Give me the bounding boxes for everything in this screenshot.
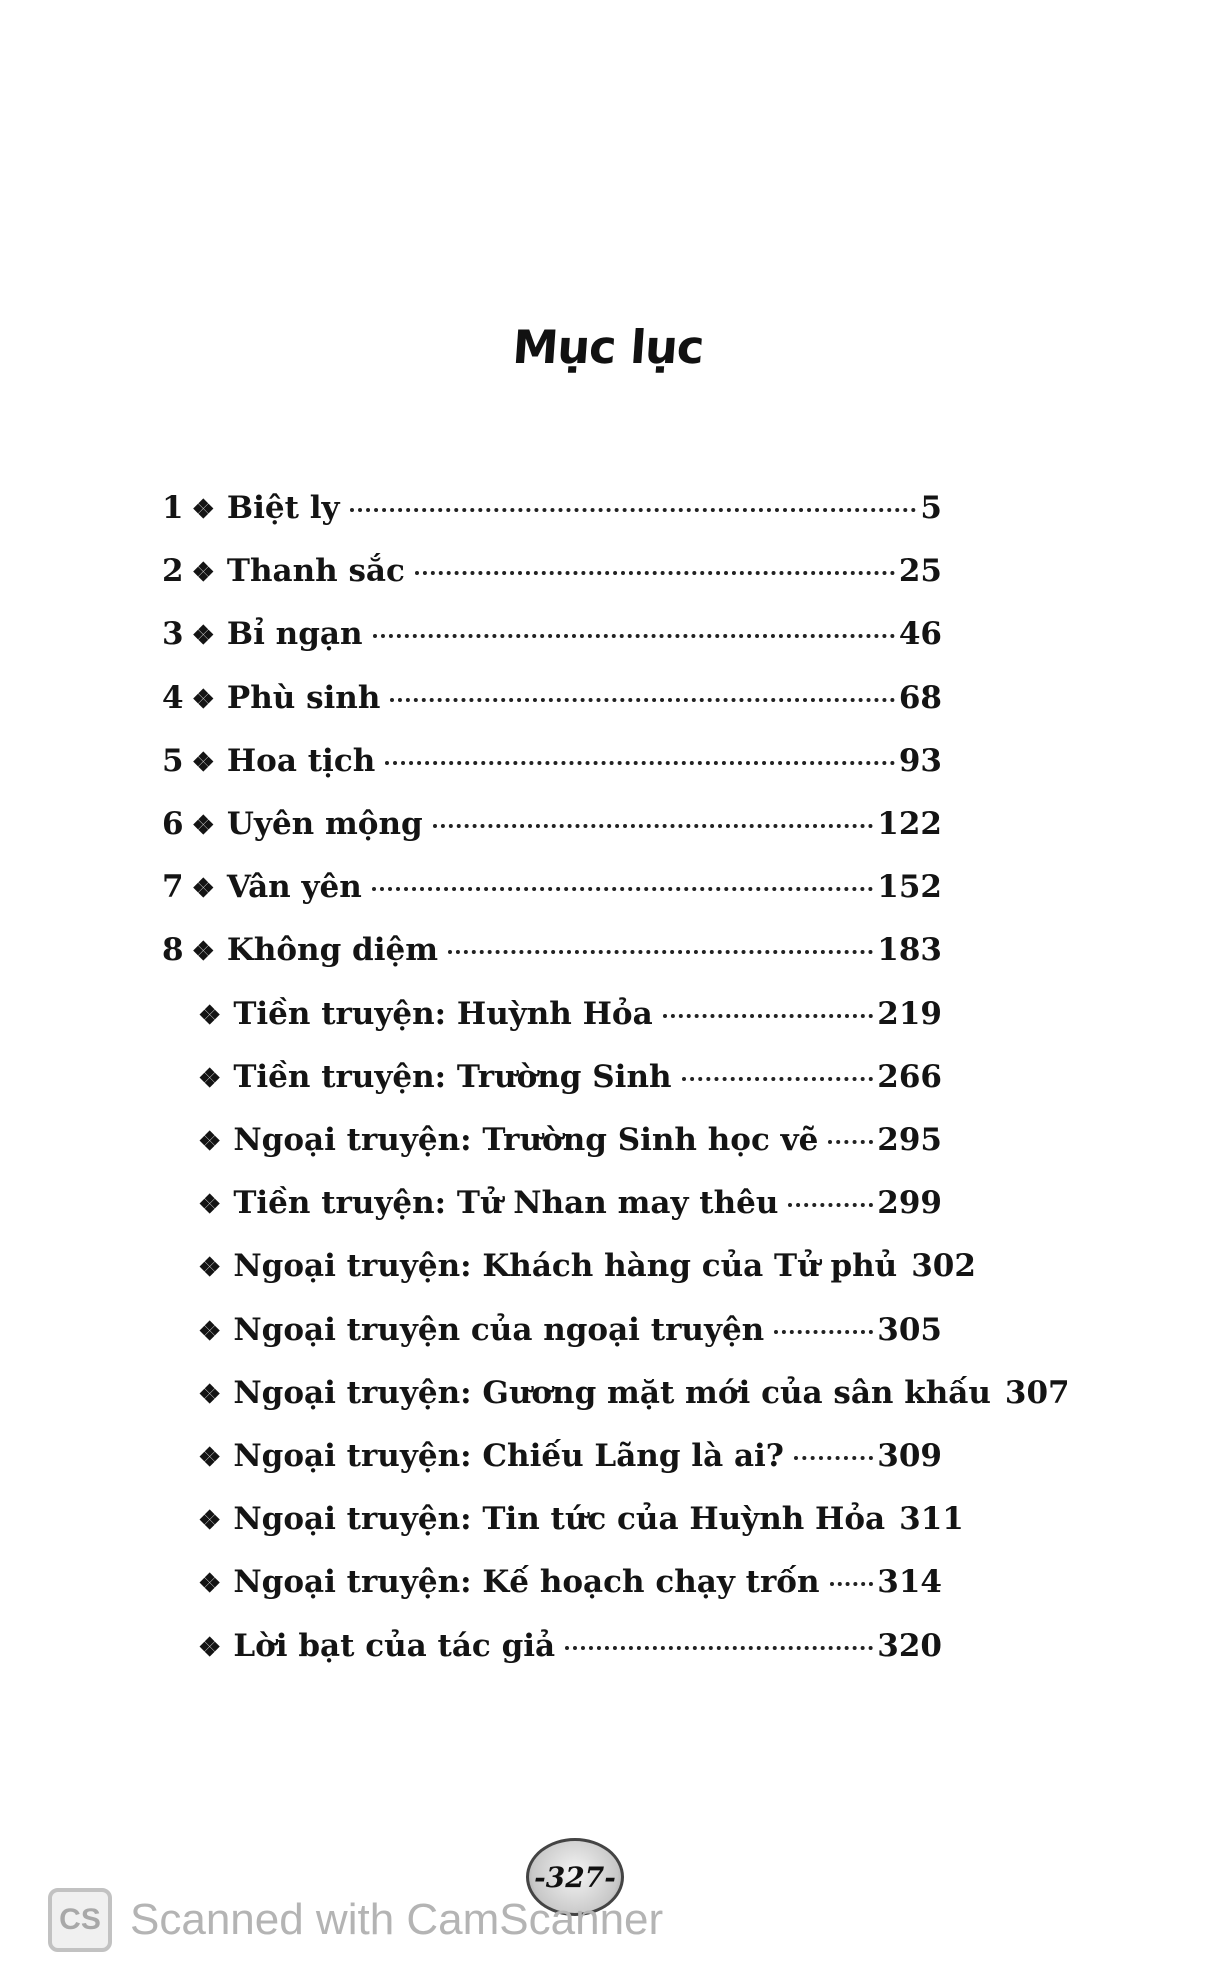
diamond-bullet-icon: ❖: [191, 937, 215, 967]
toc-entry-title: Lời bạt của tác giả: [233, 1628, 556, 1664]
toc-entry-title: Bỉ ngạn: [226, 616, 363, 652]
toc-page-number: 305: [877, 1312, 942, 1348]
page-title: Mục lục: [510, 320, 706, 374]
toc-page-number: 93: [898, 743, 942, 779]
toc-entry-title: Biệt ly: [226, 490, 340, 526]
toc-entry: [162, 741, 942, 783]
toc-entry-title: Tiền truyện: Trường Sinh: [233, 1059, 672, 1095]
diamond-bullet-icon: ❖: [198, 1633, 222, 1663]
toc-page-number: 183: [877, 932, 942, 968]
diamond-bullet-icon: ❖: [191, 748, 215, 778]
dot-leader: [830, 1582, 874, 1586]
toc-page-number: 122: [877, 806, 942, 842]
toc-page-number: 307: [1004, 1375, 1070, 1411]
toc-page-number: 314: [877, 1564, 942, 1600]
diamond-bullet-icon: ❖: [191, 685, 215, 715]
toc-entry: [162, 867, 942, 909]
diamond-bullet-icon: ❖: [191, 811, 215, 841]
diamond-bullet-icon: ❖: [191, 621, 215, 651]
dot-leader: [788, 1203, 873, 1207]
toc-entry-title: Tiền truyện: Huỳnh Hỏa: [233, 996, 653, 1032]
chapter-number: 5: [162, 743, 184, 779]
toc-page-number: 5: [920, 490, 942, 526]
toc-entry: [198, 1310, 942, 1352]
diamond-bullet-icon: ❖: [198, 1127, 222, 1157]
toc-entry: [198, 1373, 1070, 1415]
page-number-badge: -327-: [526, 1838, 624, 1916]
toc-entry: [198, 994, 942, 1036]
toc-entry-title: Ngoại truyện của ngoại truyện: [233, 1312, 765, 1348]
toc-entry-title: Tiền truyện: Tử Nhan may thêu: [233, 1185, 779, 1221]
toc-page-number: 299: [877, 1185, 942, 1221]
toc-entry-title: Ngoại truyện: Gương mặt mới của sân khấu: [233, 1375, 991, 1411]
dot-leader: [565, 1646, 873, 1650]
dot-leader: [350, 508, 917, 512]
dot-leader: [415, 571, 895, 575]
toc-entry: [198, 1436, 942, 1478]
toc-page-number: 311: [899, 1501, 964, 1537]
toc-entry-title: Thanh sắc: [226, 553, 405, 589]
dot-leader: [682, 1077, 874, 1081]
diamond-bullet-icon: ❖: [198, 1317, 222, 1347]
toc-entry-title: Ngoại truyện: Chiếu Lãng là ai?: [233, 1438, 784, 1474]
toc-entry: [198, 1183, 942, 1225]
diamond-bullet-icon: ❖: [198, 1569, 222, 1599]
toc-entry-title: Phù sinh: [226, 680, 381, 716]
toc-entry: [198, 1626, 942, 1668]
toc-page-number: 25: [898, 553, 942, 589]
diamond-bullet-icon: ❖: [198, 1253, 222, 1283]
diamond-bullet-icon: ❖: [191, 874, 215, 904]
diamond-bullet-icon: ❖: [191, 558, 215, 588]
dot-leader: [663, 1014, 874, 1018]
diamond-bullet-icon: ❖: [191, 495, 215, 525]
chapter-number: 3: [162, 616, 184, 652]
toc-entry-title: Ngoại truyện: Tin tức của Huỳnh Hỏa: [233, 1501, 886, 1537]
toc-entry: [162, 678, 942, 720]
scanner-watermark: [48, 1888, 663, 1952]
toc-page-number: 46: [898, 616, 942, 652]
dot-leader: [385, 761, 895, 765]
diamond-bullet-icon: ❖: [198, 1001, 222, 1031]
toc-entry-title: Ngoại truyện: Khách hàng của Tử phủ: [233, 1248, 898, 1284]
toc-page-number: 309: [877, 1438, 942, 1474]
chapter-number: 1: [162, 490, 184, 526]
toc-page-number: 295: [877, 1122, 942, 1158]
dot-leader: [372, 887, 873, 891]
camscanner-logo: CS: [48, 1888, 112, 1952]
toc-entry-title: Ngoại truyện: Kế hoạch chạy trốn: [233, 1564, 820, 1600]
dot-leader: [448, 950, 873, 954]
dot-leader: [774, 1330, 873, 1334]
toc-page-number: 68: [898, 680, 942, 716]
dot-leader: [433, 824, 874, 828]
chapter-number: 8: [162, 932, 184, 968]
dot-leader: [373, 634, 895, 638]
toc-page-number: 152: [877, 869, 942, 905]
watermark-text: Scanned with CamScanner: [130, 1895, 664, 1944]
toc-entry: [162, 551, 942, 593]
toc-entry: [198, 1057, 942, 1099]
dot-leader: [828, 1140, 873, 1144]
toc-entry-title: Vân yên: [226, 869, 362, 905]
toc-entry-title: Hoa tịch: [226, 743, 376, 779]
diamond-bullet-icon: ❖: [198, 1506, 222, 1536]
toc-entry: [198, 1562, 942, 1604]
toc-entry-title: Ngoại truyện: Trường Sinh học vẽ: [233, 1122, 819, 1158]
dot-leader: [390, 698, 894, 702]
toc-page-number: 219: [877, 996, 942, 1032]
diamond-bullet-icon: ❖: [198, 1064, 222, 1094]
toc-entry: [162, 614, 942, 656]
toc-page-number: 266: [877, 1059, 942, 1095]
toc-page-number: 320: [877, 1628, 942, 1664]
diamond-bullet-icon: ❖: [198, 1190, 222, 1220]
toc-entry-title: Uyên mộng: [226, 806, 423, 842]
toc-entry: [162, 488, 942, 530]
toc-entry: [198, 1499, 964, 1541]
chapter-number: 7: [162, 869, 184, 905]
toc-entry: [198, 1246, 976, 1288]
toc-entry: [162, 804, 942, 846]
toc-entry-title: Không diệm: [226, 932, 439, 968]
diamond-bullet-icon: ❖: [198, 1443, 222, 1473]
toc-page-number: 302: [911, 1248, 976, 1284]
dot-leader: [794, 1456, 873, 1460]
chapter-number: 2: [162, 553, 184, 589]
toc-entry: [162, 930, 942, 972]
toc-entry: [198, 1120, 942, 1162]
diamond-bullet-icon: ❖: [198, 1380, 222, 1410]
chapter-number: 4: [162, 680, 184, 716]
chapter-number: 6: [162, 806, 184, 842]
